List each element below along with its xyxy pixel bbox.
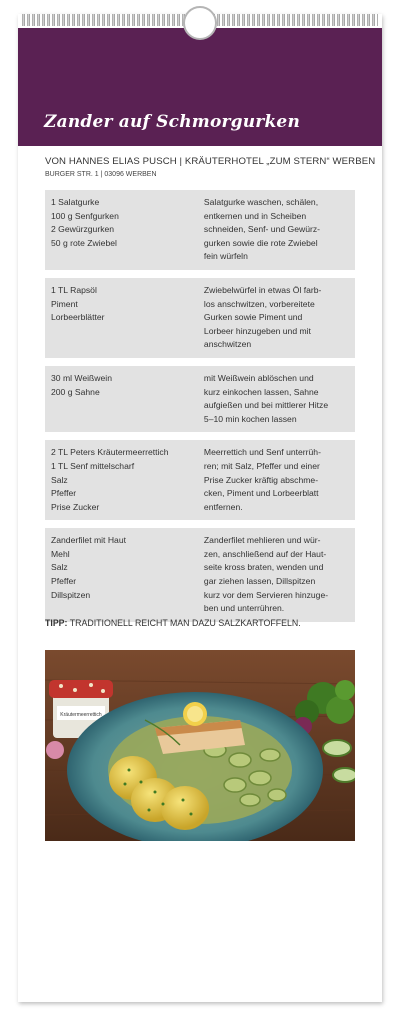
ingredient-line: Lorbeerblätter <box>51 312 105 323</box>
ingredient-line: 30 ml Weißwein <box>51 372 112 383</box>
instruction-line: cken, Piment und Lorbeerblatt <box>203 488 319 499</box>
ingredient-line: Mehl <box>51 548 70 559</box>
step-instructions <box>204 446 349 514</box>
instruction-line: entfernen. <box>203 501 243 512</box>
ingredient-line: 100 g Senfgurken <box>51 210 119 221</box>
instruction-line: zen, anschließend auf der Haut- <box>203 548 327 559</box>
step-ingredients <box>51 372 204 426</box>
step-ingredients <box>51 196 204 264</box>
instruction-line: ren; mit Salz, Pfeffer und einer <box>203 460 320 471</box>
tip-label: TIPP: <box>45 618 68 628</box>
instruction-line: Zanderfilet mehlieren und wür- <box>203 535 321 546</box>
step-instructions <box>204 284 349 352</box>
instruction-line: mit Weißwein ablöschen und <box>203 372 314 383</box>
calendar-page <box>18 14 382 1002</box>
ingredient-line: Dillspitzen <box>51 589 91 600</box>
step-instructions <box>204 534 349 616</box>
recipe-step <box>45 278 355 358</box>
instruction-line: Zwiebelwürfel in etwas Öl farb- <box>203 284 322 295</box>
instruction-line: fein würfeln <box>203 251 248 262</box>
recipe-step <box>45 366 355 432</box>
ingredient-line: Prise Zucker <box>51 501 100 512</box>
instruction-line: ben und unterrühren. <box>203 603 285 614</box>
ingredient-line: Salz <box>51 474 68 485</box>
recipe-author: VON HANNES ELIAS PUSCH | KRÄUTERHOTEL „ZUM STERN“ WERBEN <box>45 156 376 167</box>
instruction-line: Gurken sowie Piment und <box>203 312 303 323</box>
instruction-line: gurken sowie die rote Zwiebel <box>203 237 318 248</box>
instruction-line: Lorbeer hinzugeben und mit <box>203 325 311 336</box>
ingredient-line: 1 TL Rapsöl <box>51 284 97 295</box>
instruction-line: gar ziehen lassen, Dillspitzen <box>203 576 316 587</box>
spiral-binding <box>18 12 382 26</box>
flower <box>46 741 64 759</box>
step-instructions <box>204 372 349 426</box>
recipe-steps <box>45 190 355 630</box>
recipe-address: BURGER STR. 1 | 03096 WERBEN <box>45 171 157 178</box>
instruction-line: 5–10 min kochen lassen <box>203 413 297 424</box>
ingredient-line: Pfeffer <box>51 488 77 499</box>
dish-illustration <box>45 650 355 841</box>
ingredient-line: 1 TL Senf mittelscharf <box>51 460 135 471</box>
recipe-title: Zander auf Schmorgurken <box>44 112 300 132</box>
instruction-line: schneiden, Senf- und Gewürz- <box>203 224 321 235</box>
instruction-line: aufgießen und bei mittlerer Hitze <box>203 400 329 411</box>
hanger-hook <box>183 6 217 40</box>
step-ingredients <box>51 534 204 616</box>
step-ingredients <box>51 284 204 352</box>
instruction-line: kurz vor dem Servieren hinzuge- <box>203 589 329 600</box>
recipe-step <box>45 440 355 520</box>
ingredient-line: Salz <box>51 562 68 573</box>
tip-text: TRADITIONELL REICHT MAN DAZU SALZKARTOFFELN. <box>67 618 301 628</box>
instruction-line: los anschwitzen, vorbereitete <box>203 298 315 309</box>
dish-photo <box>45 650 355 841</box>
ingredient-line: 200 g Sahne <box>51 386 100 397</box>
instruction-line: anschwitzen <box>203 339 252 350</box>
instruction-line: kurz einkochen lassen, Sahne <box>203 386 319 397</box>
header-banner <box>18 28 382 146</box>
ingredient-line: 2 Gewürzgurken <box>51 224 115 235</box>
instruction-line: entkernen und in Scheiben <box>203 210 307 221</box>
recipe-step <box>45 190 355 270</box>
step-instructions <box>204 196 349 264</box>
ingredient-line: 1 Salatgurke <box>51 197 100 207</box>
ingredient-line: Piment <box>51 298 78 309</box>
ingredient-line: 50 g rote Zwiebel <box>51 237 117 248</box>
instruction-line: Salatgurke waschen, schälen, <box>203 197 319 207</box>
recipe-tip <box>45 618 301 628</box>
step-ingredients <box>51 446 204 514</box>
instruction-line: Meerrettich und Senf unterrüh- <box>203 447 321 458</box>
instruction-line: Prise Zucker kräftig abschme- <box>203 474 319 485</box>
instruction-line: seite kross braten, wenden und <box>203 562 324 573</box>
ingredient-line: 2 TL Peters Kräutermeerrettich <box>51 447 169 458</box>
recipe-step <box>45 528 355 622</box>
ingredient-line: Pfeffer <box>51 576 77 587</box>
ingredient-line: Zanderfilet mit Haut <box>51 535 126 546</box>
lemon-slice <box>183 702 207 726</box>
jar-label: Kräutermeerrettich <box>60 712 102 718</box>
